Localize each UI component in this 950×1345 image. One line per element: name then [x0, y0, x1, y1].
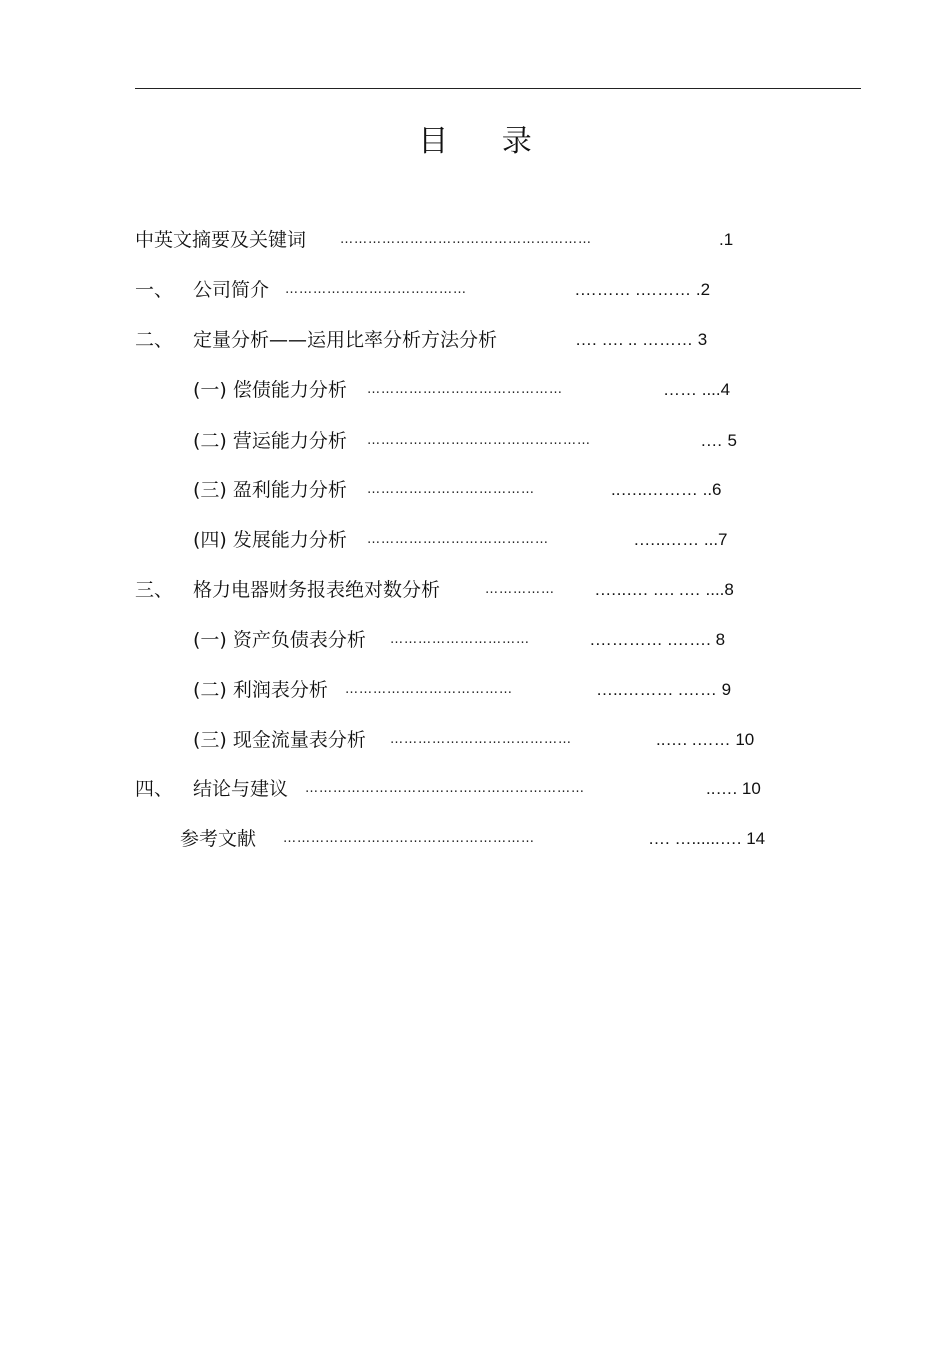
toc-entry-company-intro[interactable]	[135, 275, 815, 305]
toc-page-number: .……… .……… .2	[575, 280, 711, 299]
toc-entry-label: 公司简介	[193, 279, 270, 301]
toc-entry-number: 二、	[135, 329, 174, 351]
toc-entry-label: (二) 营运能力分析	[193, 430, 347, 452]
header-rule	[135, 88, 861, 89]
toc-leader: …………………………………………	[367, 433, 591, 448]
toc-page-number: .… 5	[701, 431, 737, 450]
toc-entry-label: (一) 偿债能力分析	[193, 379, 347, 401]
toc-page-number: .1	[719, 230, 734, 249]
toc-entry-label: (一) 资产负债表分析	[193, 629, 366, 651]
toc-page-number: ..…..……… ..6	[611, 480, 722, 499]
toc-entry-absolute-analysis[interactable]	[135, 575, 815, 605]
toc-entry-operating[interactable]	[135, 426, 815, 456]
toc-entry-number: 三、	[135, 579, 174, 601]
toc-entry-label: (三) 盈利能力分析	[193, 479, 347, 501]
toc-leader: …………………………………	[285, 282, 467, 297]
page-title: 目 录	[418, 124, 554, 159]
toc-entry-cash-flow[interactable]	[135, 725, 815, 755]
toc-entry-conclusion[interactable]	[135, 774, 815, 804]
toc-leader: ……………………………………………………	[305, 781, 585, 796]
toc-page-number: …… ....4	[663, 380, 731, 399]
toc-entry-number: 一、	[135, 279, 174, 301]
toc-entry-label: 结论与建议	[193, 778, 289, 800]
toc-page-number: …. …. .. ……… 3	[575, 330, 708, 349]
toc-entry-label: 定量分析——运用比率分析方法分析	[193, 329, 498, 351]
toc-entry-profitability[interactable]	[135, 475, 815, 505]
toc-entry-references[interactable]	[135, 824, 815, 854]
toc-page-number: .…..…… ...7	[634, 530, 728, 549]
toc-page-number: ..…. 10	[706, 779, 761, 798]
toc-entry-quantitative-analysis[interactable]	[135, 325, 815, 355]
toc-leader: ………………………………………………	[340, 232, 592, 247]
toc-leader: ………………………………	[345, 682, 513, 697]
toc-entry-balance-sheet[interactable]	[135, 625, 815, 655]
toc-leader: …………………………………	[390, 732, 572, 747]
toc-page-number: ..…. .…… 10	[656, 730, 755, 749]
toc-leader: ………………………………	[367, 482, 535, 497]
toc-entry-label: (二) 利润表分析	[193, 679, 328, 701]
toc-entry-income-statement[interactable]	[135, 675, 815, 705]
toc-leader: …………………………	[390, 632, 530, 647]
toc-entry-number: 四、	[135, 778, 174, 800]
toc-entry-solvency[interactable]	[135, 375, 815, 405]
toc-entry-label: (四) 发展能力分析	[193, 529, 347, 551]
toc-entry-development[interactable]	[135, 525, 815, 555]
toc-page-number: …..……… .…… 9	[596, 680, 732, 699]
toc-page-number: …. …......…. 14	[648, 829, 766, 848]
toc-leader: ………………………………………………	[283, 831, 535, 846]
toc-leader: ……………………………………	[367, 382, 563, 397]
toc-entry-label: 格力电器财务报表绝对数分析	[193, 579, 441, 601]
toc-entry-label: (三) 现金流量表分析	[193, 729, 366, 751]
toc-entry-label: 参考文献	[180, 828, 257, 850]
toc-entry-abstract[interactable]	[135, 225, 815, 255]
toc-entry-label: 中英文摘要及关键词	[135, 229, 307, 251]
toc-page-number: .………… .……. 8	[590, 630, 726, 649]
toc-leader: …………………………………	[367, 532, 549, 547]
toc-leader: ……………	[485, 582, 555, 597]
toc-page-number: .…..…. …. .… ....8	[595, 580, 734, 599]
